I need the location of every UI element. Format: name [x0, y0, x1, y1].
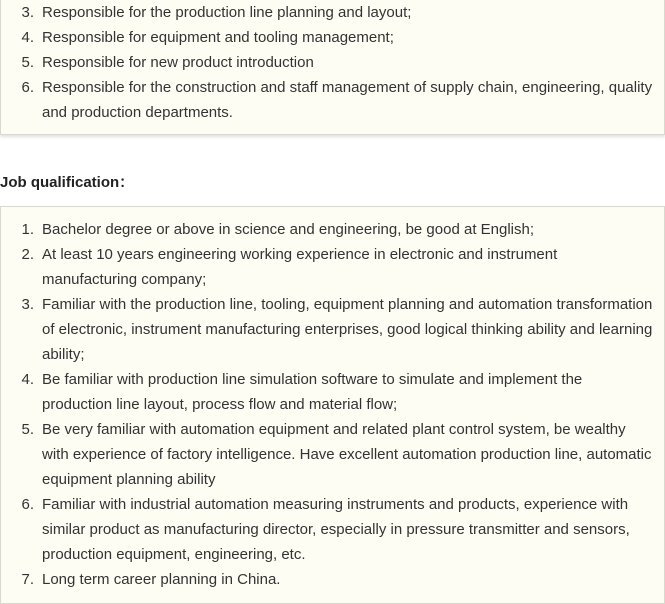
list-item-text: Familiar with the production line, tooling, equipment planning and automation transformation of electronic, instrument manufacturing enterprises, good logical thinking ability and learning ability;: [42, 296, 653, 363]
list-item-number: 1.: [21, 221, 34, 238]
list-item-text: Responsible for equipment and tooling management;: [42, 29, 394, 46]
list-item-number: 2.: [21, 246, 34, 263]
list-item-number: 6.: [21, 79, 34, 96]
list-item: [1, 292, 664, 367]
list-item: [1, 367, 664, 417]
section-heading-job-qualification: Job qualification：: [0, 174, 135, 191]
list-item-number: 7.: [21, 571, 34, 588]
list-item-text: Bachelor degree or above in science and engineering, be good at English;: [42, 221, 535, 238]
list-item-text: Long term career planning in China.: [42, 571, 281, 588]
list-item-text: Be very familiar with automation equipment and related plant control system, be wealthy with experience of factory intelligence. Have excellent automation production line, automatic equipment planning ability: [42, 421, 652, 488]
list-item: [1, 567, 664, 592]
list-item: [1, 25, 664, 50]
list-item: [1, 50, 664, 75]
list-item-text: Familiar with industrial automation measuring instruments and products, experience with similar product as manufacturing director, especially in pressure transmitter and sensors, production equipment, engineering, etc.: [42, 496, 630, 563]
list-item: [1, 417, 664, 492]
list-item: [1, 242, 664, 292]
list-item-number: 4.: [21, 29, 34, 46]
list-item-text: Be familiar with production line simulation software to simulate and implement the production line layout, process flow and material flow;: [42, 371, 583, 413]
list-item-number: 4.: [21, 371, 34, 388]
list-item-number: 5.: [21, 54, 34, 71]
list-item-number: 6.: [21, 496, 34, 513]
list-item-number: 3.: [21, 296, 34, 313]
list-item-text: Responsible for the construction and staff management of supply chain, engineering, quality and production departments.: [42, 79, 653, 121]
list-item-number: 5.: [21, 421, 34, 438]
qualification-list: [1, 217, 664, 592]
list-item: [1, 492, 664, 567]
list-item-text: Responsible for new product introduction: [42, 54, 314, 71]
qualification-box: [0, 206, 665, 604]
list-item: [1, 75, 664, 125]
responsibilities-list: [1, 0, 664, 125]
responsibilities-box: [0, 0, 665, 135]
list-item: [1, 217, 664, 242]
list-item-text: Responsible for the production line planning and layout;: [42, 4, 412, 21]
list-item-text: At least 10 years engineering working experience in electronic and instrument manufacturing company;: [42, 246, 558, 288]
list-item-number: 3.: [21, 4, 34, 21]
list-item: [1, 0, 664, 25]
